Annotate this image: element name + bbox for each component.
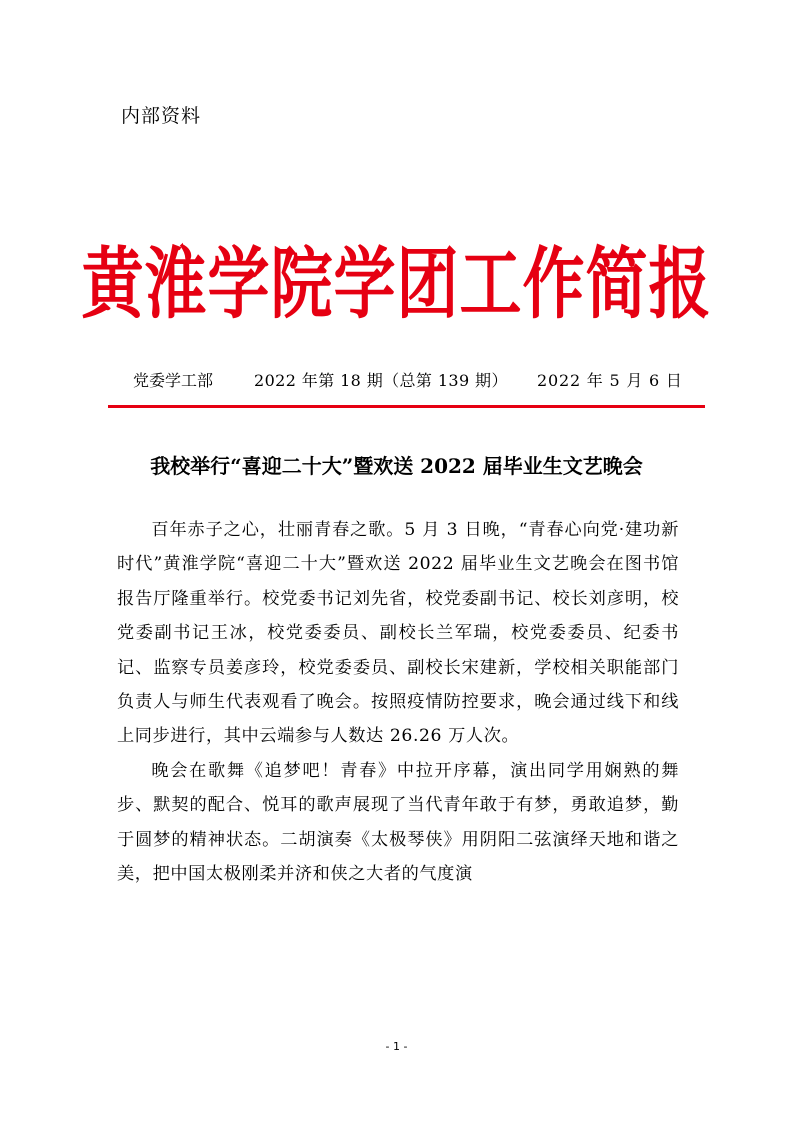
- masthead-title: 黄淮学院学团工作简报: [81, 237, 712, 329]
- issue-department: 党委学工部: [133, 371, 214, 390]
- article-title: 我校举行“喜迎二十大”暨欢送 2022 届毕业生文艺晚会: [150, 454, 643, 478]
- article-paragraph-1: 百年赤子之心，壮丽青春之歌。5 月 3 日晚，“青春心向党·建功新时代”黄淮学院“喜迎二十大”暨欢送 2022 届毕业生文艺晚会在图书馆报告厅隆重举行。校党委书记刘先省，校党委副书记、校长刘彦明，校党委副书记王冰，校党委委员、副校长兰军瑞，校党委委员、纪委书记、监察专员姜彦玲，校党委委员、副校长宋建新，学校相关职能部门负责人与师生代表观看了晚会。按照疫情防控要求，晚会通过线下和线上同步进行，其中云端参与人数达 26.26 万人次。: [117, 520, 679, 747]
- article-paragraph-2: 晚会在歌舞《追梦吧！青春》中拉开序幕，演出同学用娴熟的舞步、默契的配合、悦耳的歌声展现了当代青年敢于有梦，勇敢追梦，勤于圆梦的精神状态。二胡演奏《太极琴侠》用阴阳二弦演绎天地和谐之美，把中国太极刚柔并济和侠之大者的气度演: [117, 760, 679, 885]
- red-divider-rule: [108, 405, 705, 408]
- internal-document-label: 内部资料: [121, 105, 202, 127]
- issue-number: 2022 年第 18 期（总第 139 期）: [254, 371, 508, 390]
- page-number: - 1 -: [385, 1040, 408, 1053]
- article-body: [117, 513, 679, 891]
- issue-date: 2022 年 5 月 6 日: [537, 371, 683, 390]
